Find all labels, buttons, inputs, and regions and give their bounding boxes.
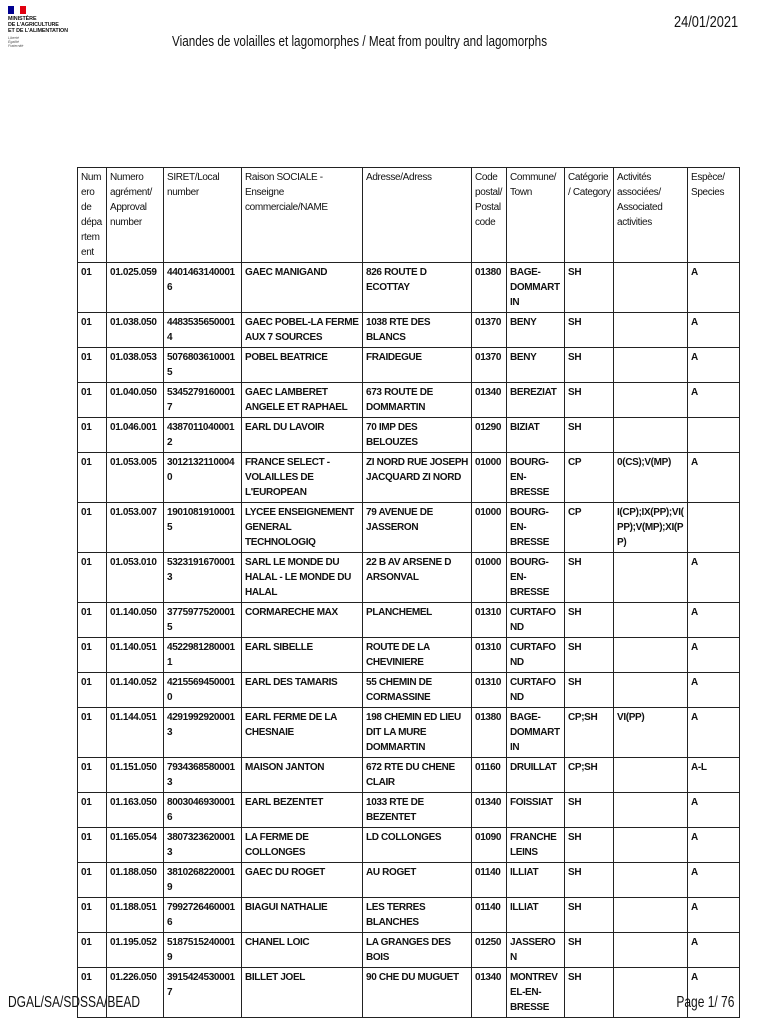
cell-species: A bbox=[688, 898, 740, 933]
table-row bbox=[78, 638, 740, 673]
cell-name: MAISON JANTON bbox=[242, 758, 363, 793]
column-header-approval-number: Numero agrément/ Approval number bbox=[107, 168, 164, 263]
ministry-line-3: ET DE L'ALIMENTATION bbox=[8, 28, 68, 34]
cell-departement: 01 bbox=[78, 968, 107, 1018]
table-row bbox=[78, 383, 740, 418]
cell-species: A bbox=[688, 673, 740, 708]
cell-siret: 44835356500014 bbox=[164, 313, 242, 348]
cell-address: LA GRANGES DES BOIS bbox=[363, 933, 472, 968]
cell-postal-code: 01000 bbox=[472, 553, 507, 603]
cell-species: A bbox=[688, 793, 740, 828]
cell-departement: 01 bbox=[78, 603, 107, 638]
column-header-departement: Num ero de dépa rtem ent bbox=[78, 168, 107, 263]
cell-name: FRANCE SELECT - VOLAILLES DE L'EUROPEAN bbox=[242, 453, 363, 503]
cell-town: ILLIAT bbox=[507, 863, 565, 898]
cell-category: SH bbox=[565, 603, 614, 638]
cell-departement: 01 bbox=[78, 863, 107, 898]
column-header-species: Espèce/ Species bbox=[688, 168, 740, 263]
cell-approval-number: 01.025.059 bbox=[107, 263, 164, 313]
cell-activities: VI(PP) bbox=[614, 708, 688, 758]
cell-name: EARL BEZENTET bbox=[242, 793, 363, 828]
cell-departement: 01 bbox=[78, 828, 107, 863]
cell-departement: 01 bbox=[78, 933, 107, 968]
cell-address: 672 RTE DU CHENE CLAIR bbox=[363, 758, 472, 793]
cell-name: BIAGUI NATHALIE bbox=[242, 898, 363, 933]
cell-town: BAGE-DOMMARTIN bbox=[507, 708, 565, 758]
cell-siret: 51875152400019 bbox=[164, 933, 242, 968]
cell-address: 90 CHE DU MUGUET bbox=[363, 968, 472, 1018]
cell-siret: 80030469300016 bbox=[164, 793, 242, 828]
cell-name: GAEC LAMBERET ANGELE ET RAPHAEL bbox=[242, 383, 363, 418]
cell-species bbox=[688, 418, 740, 453]
cell-category: SH bbox=[565, 313, 614, 348]
cell-postal-code: 01310 bbox=[472, 603, 507, 638]
cell-approval-number: 01.140.051 bbox=[107, 638, 164, 673]
cell-activities bbox=[614, 638, 688, 673]
table-row bbox=[78, 348, 740, 383]
cell-address: 1033 RTE DE BEZENTET bbox=[363, 793, 472, 828]
cell-category: SH bbox=[565, 263, 614, 313]
cell-town: BEREZIAT bbox=[507, 383, 565, 418]
cell-town: BOURG-EN-BRESSE bbox=[507, 453, 565, 503]
cell-town: CURTAFOND bbox=[507, 673, 565, 708]
establishments-table bbox=[77, 167, 740, 1018]
cell-siret: 39154245300017 bbox=[164, 968, 242, 1018]
cell-species: A bbox=[688, 708, 740, 758]
cell-siret: 45229812800011 bbox=[164, 638, 242, 673]
cell-activities bbox=[614, 348, 688, 383]
cell-activities bbox=[614, 863, 688, 898]
cell-town: CURTAFOND bbox=[507, 603, 565, 638]
cell-name: GAEC POBEL-LA FERME AUX 7 SOURCES bbox=[242, 313, 363, 348]
cell-siret: 43870110400012 bbox=[164, 418, 242, 453]
cell-name: CHANEL LOIC bbox=[242, 933, 363, 968]
column-header-address: Adresse/Adress bbox=[363, 168, 472, 263]
cell-town: BOURG-EN-BRESSE bbox=[507, 553, 565, 603]
table-row bbox=[78, 758, 740, 793]
cell-postal-code: 01340 bbox=[472, 968, 507, 1018]
cell-name: GAEC MANIGAND bbox=[242, 263, 363, 313]
cell-postal-code: 01340 bbox=[472, 793, 507, 828]
cell-activities bbox=[614, 758, 688, 793]
cell-address: LES TERRES BLANCHES bbox=[363, 898, 472, 933]
table-row bbox=[78, 453, 740, 503]
cell-name: EARL DES TAMARIS bbox=[242, 673, 363, 708]
column-header-town: Commune/ Town bbox=[507, 168, 565, 263]
table-body bbox=[78, 263, 740, 1018]
cell-town: FOISSIAT bbox=[507, 793, 565, 828]
cell-approval-number: 01.188.051 bbox=[107, 898, 164, 933]
cell-species: A bbox=[688, 828, 740, 863]
cell-activities bbox=[614, 263, 688, 313]
cell-postal-code: 01380 bbox=[472, 708, 507, 758]
cell-postal-code: 01370 bbox=[472, 348, 507, 383]
cell-town: CURTAFOND bbox=[507, 638, 565, 673]
cell-town: MONTREVEL-EN-BRESSE bbox=[507, 968, 565, 1018]
cell-siret: 30121321100040 bbox=[164, 453, 242, 503]
cell-species: A bbox=[688, 313, 740, 348]
cell-postal-code: 01310 bbox=[472, 673, 507, 708]
cell-approval-number: 01.040.050 bbox=[107, 383, 164, 418]
cell-departement: 01 bbox=[78, 708, 107, 758]
cell-postal-code: 01000 bbox=[472, 453, 507, 503]
cell-postal-code: 01250 bbox=[472, 933, 507, 968]
french-flag-icon bbox=[8, 6, 26, 14]
cell-category: SH bbox=[565, 898, 614, 933]
cell-departement: 01 bbox=[78, 348, 107, 383]
table-row bbox=[78, 828, 740, 863]
cell-activities bbox=[614, 673, 688, 708]
cell-postal-code: 01340 bbox=[472, 383, 507, 418]
cell-species: A bbox=[688, 383, 740, 418]
cell-postal-code: 01380 bbox=[472, 263, 507, 313]
column-header-siret: SIRET/Local number bbox=[164, 168, 242, 263]
cell-approval-number: 01.053.007 bbox=[107, 503, 164, 553]
cell-postal-code: 01370 bbox=[472, 313, 507, 348]
cell-siret: 79927264600016 bbox=[164, 898, 242, 933]
cell-approval-number: 01.053.005 bbox=[107, 453, 164, 503]
cell-siret: 44014631400016 bbox=[164, 263, 242, 313]
ministry-logo bbox=[8, 6, 68, 48]
cell-siret: 42155694500010 bbox=[164, 673, 242, 708]
cell-approval-number: 01.226.050 bbox=[107, 968, 164, 1018]
cell-departement: 01 bbox=[78, 758, 107, 793]
cell-species: A bbox=[688, 933, 740, 968]
table-row bbox=[78, 968, 740, 1018]
cell-category: CP;SH bbox=[565, 758, 614, 793]
cell-address: PLANCHEMEL bbox=[363, 603, 472, 638]
ministry-line-1: MINISTÈRE bbox=[8, 16, 37, 22]
cell-approval-number: 01.195.052 bbox=[107, 933, 164, 968]
cell-approval-number: 01.046.001 bbox=[107, 418, 164, 453]
cell-departement: 01 bbox=[78, 638, 107, 673]
cell-town: BENY bbox=[507, 313, 565, 348]
cell-address: 673 ROUTE DE DOMMARTIN bbox=[363, 383, 472, 418]
cell-name: SARL LE MONDE DU HALAL - LE MONDE DU HALAL bbox=[242, 553, 363, 603]
cell-activities bbox=[614, 313, 688, 348]
cell-species: A bbox=[688, 603, 740, 638]
cell-siret: 38102682200019 bbox=[164, 863, 242, 898]
cell-activities bbox=[614, 418, 688, 453]
table-row bbox=[78, 933, 740, 968]
cell-species bbox=[688, 503, 740, 553]
page-number: Page 1/ 76 bbox=[675, 994, 734, 1011]
cell-departement: 01 bbox=[78, 503, 107, 553]
cell-name: BILLET JOEL bbox=[242, 968, 363, 1018]
cell-approval-number: 01.163.050 bbox=[107, 793, 164, 828]
table-header-row bbox=[78, 168, 740, 263]
document-date: 24/01/2021 bbox=[673, 14, 738, 31]
cell-activities bbox=[614, 933, 688, 968]
footer-reference: DGAL/SA/SDSSA/BEAD bbox=[8, 994, 141, 1011]
motto-line-3: Fraternité bbox=[8, 44, 24, 48]
cell-category: SH bbox=[565, 383, 614, 418]
cell-departement: 01 bbox=[78, 793, 107, 828]
table-row bbox=[78, 708, 740, 758]
cell-postal-code: 01160 bbox=[472, 758, 507, 793]
cell-departement: 01 bbox=[78, 673, 107, 708]
cell-departement: 01 bbox=[78, 553, 107, 603]
cell-departement: 01 bbox=[78, 453, 107, 503]
cell-species: A bbox=[688, 863, 740, 898]
cell-activities: 0(CS);V(MP) bbox=[614, 453, 688, 503]
cell-name: LYCEE ENSEIGNEMENT GENERAL TECHNOLOGIQ bbox=[242, 503, 363, 553]
cell-town: BOURG-EN-BRESSE bbox=[507, 503, 565, 553]
cell-address: 826 ROUTE D ECOTTAY bbox=[363, 263, 472, 313]
cell-approval-number: 01.188.050 bbox=[107, 863, 164, 898]
column-header-name: Raison SOCIALE - Enseigne commerciale/NAME bbox=[242, 168, 363, 263]
cell-activities: I(CP);IX(PP);VI(PP);V(MP);XI(PP) bbox=[614, 503, 688, 553]
cell-category: SH bbox=[565, 793, 614, 828]
cell-siret: 38073236200013 bbox=[164, 828, 242, 863]
cell-postal-code: 01290 bbox=[472, 418, 507, 453]
cell-address: 22 B AV ARSENE D ARSONVAL bbox=[363, 553, 472, 603]
cell-activities bbox=[614, 793, 688, 828]
cell-departement: 01 bbox=[78, 418, 107, 453]
cell-species: A bbox=[688, 348, 740, 383]
cell-species: A bbox=[688, 453, 740, 503]
cell-siret: 37759775200015 bbox=[164, 603, 242, 638]
cell-departement: 01 bbox=[78, 383, 107, 418]
cell-name: GAEC DU ROGET bbox=[242, 863, 363, 898]
cell-siret: 53452791600017 bbox=[164, 383, 242, 418]
cell-address: 1038 RTE DES BLANCS bbox=[363, 313, 472, 348]
table-row bbox=[78, 418, 740, 453]
cell-address: ZI NORD RUE JOSEPH JACQUARD ZI NORD bbox=[363, 453, 472, 503]
cell-departement: 01 bbox=[78, 313, 107, 348]
cell-species: A-L bbox=[688, 758, 740, 793]
table-row bbox=[78, 603, 740, 638]
cell-postal-code: 01140 bbox=[472, 863, 507, 898]
motto bbox=[8, 36, 68, 48]
cell-name: POBEL BEATRICE bbox=[242, 348, 363, 383]
cell-departement: 01 bbox=[78, 263, 107, 313]
column-header-category: Catégorie / Category bbox=[565, 168, 614, 263]
cell-category: CP;SH bbox=[565, 708, 614, 758]
cell-town: FRANCHELEINS bbox=[507, 828, 565, 863]
cell-town: BAGE-DOMMARTIN bbox=[507, 263, 565, 313]
cell-postal-code: 01310 bbox=[472, 638, 507, 673]
cell-approval-number: 01.144.051 bbox=[107, 708, 164, 758]
cell-category: SH bbox=[565, 348, 614, 383]
cell-address: LD COLLONGES bbox=[363, 828, 472, 863]
column-header-activities: Activités associées/ Associated activities bbox=[614, 168, 688, 263]
cell-species: A bbox=[688, 553, 740, 603]
cell-name: CORMARECHE MAX bbox=[242, 603, 363, 638]
cell-activities bbox=[614, 553, 688, 603]
cell-town: ILLIAT bbox=[507, 898, 565, 933]
cell-species: A bbox=[688, 638, 740, 673]
cell-activities bbox=[614, 383, 688, 418]
cell-address: 79 AVENUE DE JASSERON bbox=[363, 503, 472, 553]
cell-species: A bbox=[688, 263, 740, 313]
cell-postal-code: 01000 bbox=[472, 503, 507, 553]
cell-category: SH bbox=[565, 673, 614, 708]
ministry-line-2: DE L'AGRICULTURE bbox=[8, 22, 59, 28]
cell-name: EARL SIBELLE bbox=[242, 638, 363, 673]
cell-siret: 53231916700013 bbox=[164, 553, 242, 603]
cell-category: SH bbox=[565, 418, 614, 453]
cell-address: 55 CHEMIN DE CORMASSINE bbox=[363, 673, 472, 708]
motto-line-1: Liberté bbox=[8, 36, 19, 40]
cell-address: 70 IMP DES BELOUZES bbox=[363, 418, 472, 453]
table-row bbox=[78, 263, 740, 313]
motto-line-2: Égalité bbox=[8, 40, 19, 44]
cell-approval-number: 01.140.050 bbox=[107, 603, 164, 638]
table-row bbox=[78, 553, 740, 603]
cell-activities bbox=[614, 898, 688, 933]
cell-town: DRUILLAT bbox=[507, 758, 565, 793]
cell-approval-number: 01.140.052 bbox=[107, 673, 164, 708]
cell-approval-number: 01.053.010 bbox=[107, 553, 164, 603]
column-header-postal-code: Code postal/ Postal code bbox=[472, 168, 507, 263]
table-row bbox=[78, 863, 740, 898]
cell-category: SH bbox=[565, 828, 614, 863]
cell-town: JASSERON bbox=[507, 933, 565, 968]
cell-category: CP bbox=[565, 503, 614, 553]
cell-category: SH bbox=[565, 863, 614, 898]
cell-name: EARL FERME DE LA CHESNAIE bbox=[242, 708, 363, 758]
table-row bbox=[78, 503, 740, 553]
cell-siret: 42919929200013 bbox=[164, 708, 242, 758]
cell-activities bbox=[614, 828, 688, 863]
cell-category: SH bbox=[565, 553, 614, 603]
table-row bbox=[78, 898, 740, 933]
cell-species: A bbox=[688, 968, 740, 1018]
cell-address: ROUTE DE LA CHEVINIERE bbox=[363, 638, 472, 673]
table-row bbox=[78, 793, 740, 828]
cell-siret: 79343685800013 bbox=[164, 758, 242, 793]
cell-postal-code: 01140 bbox=[472, 898, 507, 933]
cell-approval-number: 01.165.054 bbox=[107, 828, 164, 863]
cell-category: SH bbox=[565, 968, 614, 1018]
cell-address: AU ROGET bbox=[363, 863, 472, 898]
table-row bbox=[78, 673, 740, 708]
cell-approval-number: 01.038.050 bbox=[107, 313, 164, 348]
cell-town: BENY bbox=[507, 348, 565, 383]
document-title: Viandes de volailles et lagomorphes / Meat from poultry and lagomorphs bbox=[172, 33, 548, 50]
cell-category: SH bbox=[565, 933, 614, 968]
cell-siret: 19010819100015 bbox=[164, 503, 242, 553]
cell-approval-number: 01.038.053 bbox=[107, 348, 164, 383]
cell-approval-number: 01.151.050 bbox=[107, 758, 164, 793]
flag-red bbox=[20, 6, 26, 14]
cell-postal-code: 01090 bbox=[472, 828, 507, 863]
cell-departement: 01 bbox=[78, 898, 107, 933]
cell-address: 198 CHEMIN ED LIEU DIT LA MURE DOMMARTIN bbox=[363, 708, 472, 758]
cell-address: FRAIDEGUE bbox=[363, 348, 472, 383]
cell-category: SH bbox=[565, 638, 614, 673]
cell-activities bbox=[614, 603, 688, 638]
cell-name: LA FERME DE COLLONGES bbox=[242, 828, 363, 863]
cell-name: EARL DU LAVOIR bbox=[242, 418, 363, 453]
cell-town: BIZIAT bbox=[507, 418, 565, 453]
cell-category: CP bbox=[565, 453, 614, 503]
table-row bbox=[78, 313, 740, 348]
cell-siret: 50768036100015 bbox=[164, 348, 242, 383]
